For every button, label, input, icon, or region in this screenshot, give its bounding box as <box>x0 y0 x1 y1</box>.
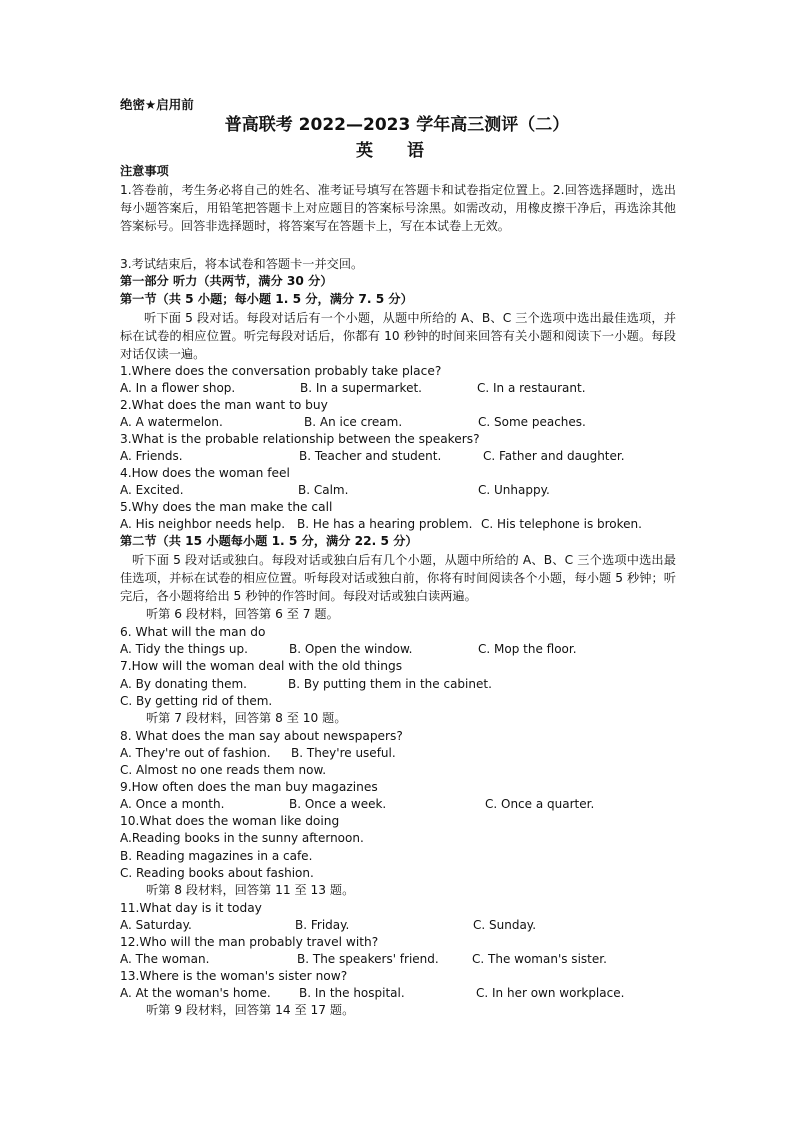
section1-heading: 第一节（共 5 小题；每小题 1. 5 分，满分 7. 5 分） <box>120 292 413 306</box>
question-12: 12.Who will the man probably travel with? <box>120 935 379 949</box>
q2-option-c: C. Some peaches. <box>478 415 586 429</box>
q11-option-b: B. Friday. <box>295 918 350 932</box>
section1-intro: 听下面 5 段对话。每段对话后有一个小题，从题中所给的 A、B、C 三个选项中选出最佳选项，并标在试卷的相应位置。听完每段对话后，你都有 10 秒钟的时间来回答有关小题和阅读下一小题。每段对话仅读一遍。 <box>120 311 676 361</box>
q11-option-c: C. Sunday. <box>473 918 537 932</box>
q11-option-a: A. Saturday. <box>120 918 192 932</box>
q3-option-b: B. Teacher and student. <box>299 449 442 463</box>
q7-option-a: A. By donating them. <box>120 677 247 691</box>
q10-option-c: C. Reading books about fashion. <box>120 866 314 880</box>
q12-option-c: C. The woman's sister. <box>472 952 607 966</box>
q13-option-c: C. In her own workplace. <box>476 986 625 1000</box>
q4-option-c: C. Unhappy. <box>478 483 550 497</box>
q4-option-a: A. Excited. <box>120 483 184 497</box>
question-2: 2.What does the man want to buy <box>120 398 328 412</box>
q6-option-b: B. Open the window. <box>289 642 413 656</box>
question-10: 10.What does the woman like doing <box>120 814 340 828</box>
q13-option-a: A. At the woman's home. <box>120 986 271 1000</box>
question-4: 4.How does the woman feel <box>120 466 290 480</box>
q12-option-a: A. The woman. <box>120 952 210 966</box>
section2-heading: 第二节（共 15 小题每小题 1. 5 分，满分 22. 5 分） <box>120 534 418 548</box>
q13-option-b: B. In the hospital. <box>299 986 405 1000</box>
q9-option-b: B. Once a week. <box>289 797 387 811</box>
question-1: 1.Where does the conversation probably take place? <box>120 364 442 378</box>
subject-title: 英 语 <box>356 141 438 161</box>
section2-intro: 听下面 5 段对话或独白。每段对话或独白后有几个小题，从题中所给的 A、B、C 三个选项中选出最佳选项，并标在试卷的相应位置。听每段对话或独白前，你将有时间阅读各个小题，每小题 5 秒钟；听完后，各小题将给出 5 秒钟的作答时间。每段对话或独白读两遍。 <box>120 553 676 603</box>
material-7-instruction: 听第 7 段材料，回答第 8 至 10 题。 <box>146 711 347 725</box>
question-3: 3.What is the probable relationship between the speakers? <box>120 432 480 446</box>
confidential-label: 绝密★启用前 <box>120 97 194 112</box>
question-7: 7.How will the woman deal with the old things <box>120 659 403 673</box>
question-8: 8. What does the man say about newspapers? <box>120 729 403 743</box>
q3-option-a: A. Friends. <box>120 449 183 463</box>
q7-option-c: C. By getting rid of them. <box>120 694 273 708</box>
question-6: 6. What will the man do <box>120 625 266 639</box>
q1-option-a: A. In a flower shop. <box>120 381 236 395</box>
q9-option-c: C. Once a quarter. <box>485 797 595 811</box>
q1-option-c: C. In a restaurant. <box>477 381 586 395</box>
q8-option-a: A. They're out of fashion. <box>120 746 271 760</box>
q6-option-c: C. Mop the floor. <box>478 642 577 656</box>
q9-option-a: A. Once a month. <box>120 797 225 811</box>
question-11: 11.What day is it today <box>120 901 262 915</box>
q12-option-b: B. The speakers' friend. <box>297 952 439 966</box>
question-5: 5.Why does the man make the call <box>120 500 333 514</box>
q5-option-a: A. His neighbor needs help. <box>120 517 286 531</box>
q6-option-a: A. Tidy the things up. <box>120 642 248 656</box>
notice-paragraph-3: 3.考试结束后，将本试卷和答题卡一并交回。 <box>120 257 364 271</box>
material-6-instruction: 听第 6 段材料，回答第 6 至 7 题。 <box>146 607 339 621</box>
q8-option-b: B. They're useful. <box>291 746 396 760</box>
q4-option-b: B. Calm. <box>298 483 349 497</box>
q2-option-b: B. An ice cream. <box>304 415 403 429</box>
q5-option-c: C. His telephone is broken. <box>481 517 642 531</box>
notice-heading: 注意事项 <box>120 164 169 178</box>
q2-option-a: A. A watermelon. <box>120 415 223 429</box>
q8-option-c: C. Almost no one reads them now. <box>120 763 327 777</box>
q10-option-b: B. Reading magazines in a cafe. <box>120 849 313 863</box>
q5-option-b: B. He has a hearing problem. <box>297 517 473 531</box>
q3-option-c: C. Father and daughter. <box>483 449 625 463</box>
notice-paragraph-1: 1.答卷前，考生务必将自己的姓名、准考证号填写在答题卡和试卷指定位置上。2.回答选择题时，选出每小题答案后，用铅笔把答题卡上对应题目的答案标号涂黑。如需改动，用橡皮擦干净后，再选涂其他答案标号。回答非选择题时，将答案写在答题卡上，写在本试卷上无效。 <box>120 183 676 233</box>
material-8-instruction: 听第 8 段材料，回答第 11 至 13 题。 <box>146 883 355 897</box>
material-9-instruction: 听第 9 段材料，回答第 14 至 17 题。 <box>146 1003 355 1017</box>
q7-option-b: B. By putting them in the cabinet. <box>288 677 492 691</box>
q10-option-a: A.Reading books in the sunny afternoon. <box>120 831 364 845</box>
question-13: 13.Where is the woman's sister now? <box>120 969 348 983</box>
exam-title: 普高联考 2022—2023 学年高三测评（二） <box>224 115 570 135</box>
q1-option-b: B. In a supermarket. <box>300 381 422 395</box>
question-9: 9.How often does the man buy magazines <box>120 780 378 794</box>
part1-heading: 第一部分 听力（共两节，满分 30 分） <box>120 274 333 288</box>
